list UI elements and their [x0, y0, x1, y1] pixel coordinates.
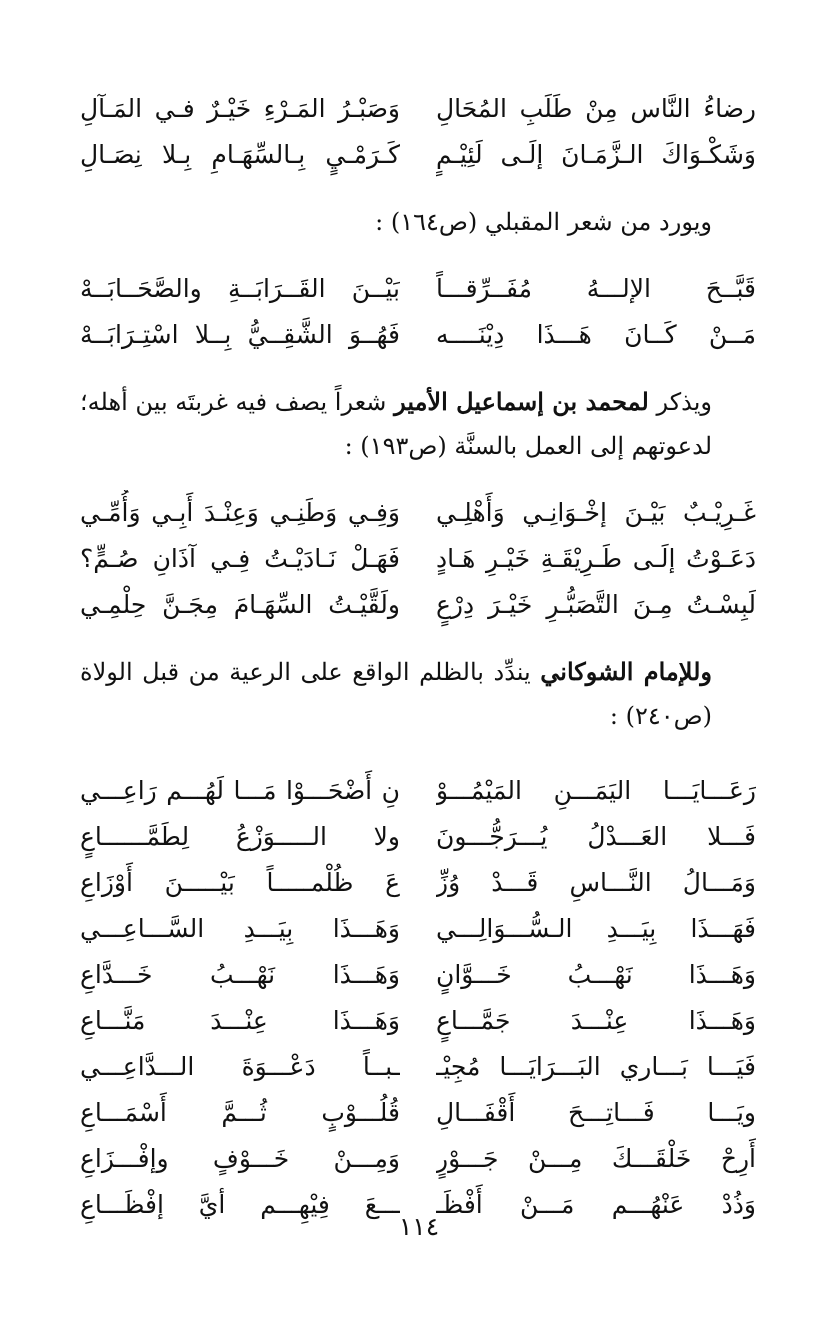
intro-shawkani-after: يندِّد بالظلم الواقع على الرعية من قبل الولاة (ص٢٤٠) :	[80, 658, 712, 730]
page-number: ١١٤	[398, 1212, 440, 1241]
first-hemistich: فَيَـــا بَـــاري البَـــرَايَـــا مُجِيْـ	[436, 1052, 756, 1081]
verse-couplet	[80, 906, 756, 952]
first-hemistich: لَبِسْـتُ مِـنَ التَّصَبُّـرِ خَيْـرَ دِرْعٍ	[436, 590, 756, 619]
intro-muqbili: ويورد من شعر المقبلي (ص١٦٤) :	[375, 208, 712, 236]
poem-muqbili	[80, 266, 756, 358]
second-hemistich: وَفِـي وَطَنِـي وَعِنْـدَ أَبِـي وَأُمِّـي	[80, 498, 400, 527]
first-hemistich: وَذُدْ عَنْهُـــم مَـــنْ أَفْظَـ	[436, 1190, 756, 1219]
poet-name-al-amir: لمحمد بن إسماعيل الأمير	[394, 387, 649, 416]
second-hemistich: وَهَـــذَا عِنْـــدَ مَنَّـــاعِ	[80, 1006, 400, 1035]
first-hemistich: قَبَّــحَ الإلـــهُ مُفَــرِّقـــاً	[436, 274, 756, 303]
second-hemistich: فَهُــوَ الشَّقِــيُّ بِــلا اسْتِـرَابَــهْ	[80, 320, 400, 349]
intro-al-amir	[80, 380, 756, 468]
verse-couplet	[80, 1044, 756, 1090]
first-hemistich: ويَـــا فَـــاتِـــحَ أَقْفَـــالِ	[436, 1098, 756, 1127]
second-hemistich: عَ ظُلْمـــــاً بَيْـــــنَ أَوْزَاعِ	[80, 868, 400, 897]
intro-al-amir-before: ويذكر	[648, 388, 713, 416]
second-hemistich: ولَقَّيْـتُ السِّهَـامَ مِجَـنَّ حِلْمِـي	[80, 590, 400, 619]
first-hemistich: فَـــلا العَـــدْلُ يُـــرَجُّـــونَ	[436, 822, 756, 851]
verse-couplet	[80, 536, 756, 582]
first-hemistich: رَعَـــايَـــا اليَمَـــنِ المَيْمُـــوْ	[436, 776, 756, 805]
second-hemistich: وَهَـــذَا بِيَـــدِ السَّـــاعِـــي	[80, 914, 400, 943]
second-hemistich: كَـرَمْـيٍ بِـالسِّهَـامِ بِـلا نِصَـالِ	[80, 140, 400, 169]
first-hemistich: وَمَـــالُ النَّـــاسِ قَـــدْ وُزِّ	[436, 868, 756, 897]
verse-couplet	[80, 860, 756, 906]
book-page	[80, 86, 756, 1228]
verse-couplet	[80, 952, 756, 998]
first-hemistich: مَــنْ كَــانَ هَـــذَا دِيْنَــــه	[436, 320, 756, 349]
second-hemistich: ـبــاً دَعْـــوَةَ الـــدَّاعِـــي	[80, 1052, 400, 1081]
second-hemistich: وَهَـــذَا نَهْـــبُ خَـــدَّاعِ	[80, 960, 400, 989]
verse-couplet	[80, 266, 756, 312]
verse-couplet	[80, 998, 756, 1044]
first-hemistich: وَهَـــذَا نَهْـــبُ خَـــوَّانٍ	[436, 960, 756, 989]
second-hemistich: وَمِـــنْ خَـــوْفٍ وإفْـــزَاعِ	[80, 1144, 400, 1173]
first-hemistich: رضاءُ النَّاس مِنْ طَلَبِ المُحَالِ	[436, 94, 756, 123]
verse-couplet	[80, 814, 756, 860]
second-hemistich: وَصَبْـرُ المَـرْءِ خَيْـرٌ فـي المَـآلِ	[80, 94, 400, 123]
poet-name-shawkani: وللإمام الشوكاني	[540, 657, 712, 686]
verse-couplet	[80, 768, 756, 814]
verse-couplet	[80, 132, 756, 178]
second-hemistich: بَيْــنَ القَــرَابَــةِ والصَّحَــابَــهْ	[80, 274, 400, 303]
verse-couplet	[80, 582, 756, 628]
second-hemistich: فَهَـلْ نَـادَيْـتُ فِـي آذَانِ صُـمٍّ؟	[80, 544, 400, 573]
poem-rida-al-nas	[80, 86, 756, 178]
first-hemistich: أَرِحْ خَلْقَـــكَ مِـــنْ جَـــوْرٍ	[436, 1144, 756, 1173]
second-hemistich: نِ أَضْحَـــوْا مَـــا لَهُـــم رَاعِـــي	[80, 776, 400, 805]
poem-al-amir	[80, 490, 756, 628]
verse-couplet	[80, 312, 756, 358]
intro-al-amir-after: شعراً يصف فيه غربتَه بين أهله؛ لدعوتهم إلى العمل بالسنَّة (ص١٩٣) :	[80, 388, 712, 460]
second-hemistich: ولا الـــــوَزْعُ لِطَمَّــــــاعٍ	[80, 822, 400, 851]
verse-couplet	[80, 490, 756, 536]
verse-couplet	[80, 86, 756, 132]
first-hemistich: وَشَكْـوَاكَ الـزَّمَـانَ إلَـى لَئِيْـمٍ	[436, 140, 756, 169]
second-hemistich: ـــعَ فِيْهِـــم أيَّ إفْظَـــاعِ	[80, 1190, 400, 1219]
first-hemistich: فَهَـــذَا بِيَـــدِ الـسُّـــوَالِـــي	[436, 914, 756, 943]
first-hemistich: وَهَـــذَا عِنْـــدَ جَمَّـــاعٍ	[436, 1006, 756, 1035]
first-hemistich: دَعَـوْتُ إلَـى طَـرِيْقَـةِ خَيْـرِ هَـادٍ	[436, 544, 756, 573]
poem-shawkani	[80, 768, 756, 1228]
verse-couplet	[80, 1090, 756, 1136]
second-hemistich: قُلُـــوْبٍ ثُـــمَّ أَسْمَـــاعِ	[80, 1098, 400, 1127]
intro-shawkani	[80, 650, 756, 738]
first-hemistich: غَـرِيْـبٌ بَيْـنَ إخْـوَانِـي وَأَهْلِـي	[436, 498, 756, 527]
verse-couplet	[80, 1136, 756, 1182]
